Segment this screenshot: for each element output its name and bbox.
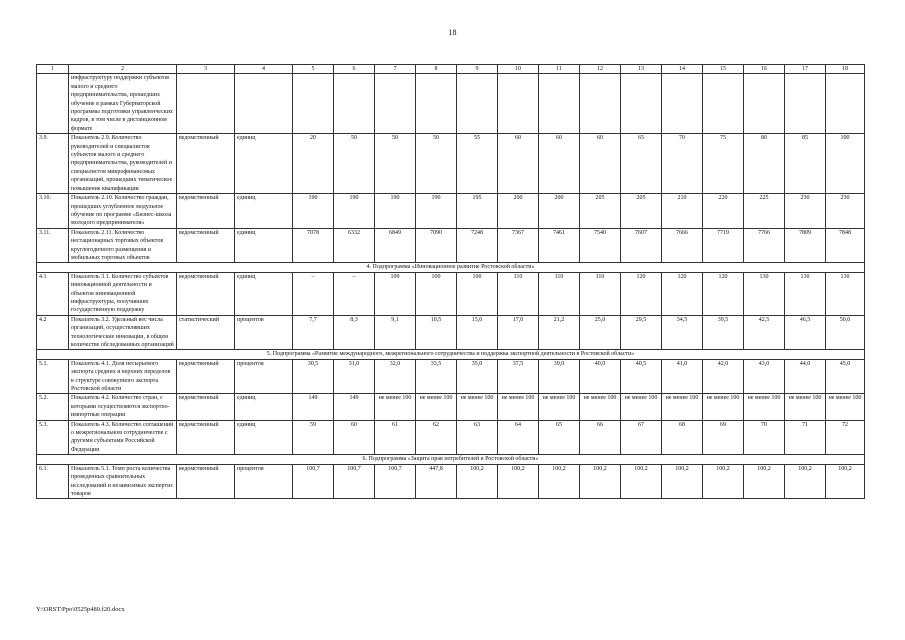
table-cell: 190 [375, 194, 416, 229]
table-cell: ведомственный [177, 272, 235, 315]
table-cell: 30,5 [293, 359, 334, 394]
table-cell: 109 [375, 272, 416, 315]
table-cell: 15,0 [457, 315, 498, 350]
table-cell: 110 [580, 272, 621, 315]
table-cell: 7607 [621, 228, 662, 263]
table-cell: процентов [235, 359, 293, 394]
column-number-cell: 14 [662, 65, 703, 74]
column-number-cell: 11 [539, 65, 580, 74]
table-cell: 130 [785, 272, 826, 315]
table-cell: 66 [580, 420, 621, 455]
table-cell: 100,2 [498, 464, 539, 499]
table-cell: 447,8 [416, 464, 457, 499]
indicator-name-cell: Показатель 3.2. Удельный вес числа организаций, осуществлявших технологические инновации, в общем количестве обследованных организаций [69, 315, 177, 350]
row-number-cell [37, 74, 69, 134]
table-cell: статистический [177, 315, 235, 350]
table-cell: 41,0 [662, 359, 703, 394]
table-cell: 60 [334, 420, 375, 455]
table-cell: ведомственный [177, 420, 235, 455]
table-cell: 25,0 [580, 315, 621, 350]
column-number-row [37, 65, 865, 74]
table-cell: не менее 100 [703, 394, 744, 420]
table-cell: 69 [703, 420, 744, 455]
table-cell: 33,5 [416, 359, 457, 394]
table-cell: 75 [703, 134, 744, 194]
indicator-name-cell: инфраструктуру поддержки субъектов малого и среднего предпринимательства, прошедших обучение в рамках Губернаторской программы подготовки управленческих кадров, в том числе в дистанционном формате [69, 74, 177, 134]
column-number-cell: 7 [375, 65, 416, 74]
column-number-cell: 16 [744, 65, 785, 74]
table-row [37, 228, 865, 263]
table-cell: 100,2 [621, 464, 662, 499]
indicator-name-cell: Показатель 4.2. Количество стран, с которыми осуществляются экспортно-импортные операции [69, 394, 177, 420]
table-cell: 100,2 [539, 464, 580, 499]
table-cell: 100,2 [826, 464, 865, 499]
table-cell: 190 [293, 194, 334, 229]
table-cell: 65 [539, 420, 580, 455]
column-number-cell: 8 [416, 65, 457, 74]
table-cell: 7367 [498, 228, 539, 263]
table-cell: 100,2 [744, 464, 785, 499]
table-cell: 42,0 [703, 359, 744, 394]
page-number: 18 [448, 28, 457, 37]
row-number-cell: 3.10. [37, 194, 69, 229]
table-cell: 230 [826, 194, 865, 229]
table-cell: 65 [621, 134, 662, 194]
table-cell: не менее 100 [580, 394, 621, 420]
table-row [37, 74, 865, 134]
section-header-row [37, 350, 865, 359]
table-cell: 100,2 [580, 464, 621, 499]
table-cell: 29,5 [621, 315, 662, 350]
table-cell [703, 74, 744, 134]
row-number-cell: 3.9. [37, 134, 69, 194]
table-cell: 32,0 [375, 359, 416, 394]
table-row [37, 420, 865, 455]
table-cell: не менее 100 [375, 394, 416, 420]
table-row [37, 272, 865, 315]
table-cell: 17,0 [498, 315, 539, 350]
table-cell [293, 74, 334, 134]
section-title: 6. Подпрограмма «Защита прав потребителей в Ростовской области» [37, 455, 865, 464]
table-cell: 195 [457, 194, 498, 229]
table-cell: 39,5 [703, 315, 744, 350]
table-cell: не менее 100 [498, 394, 539, 420]
table-cell: не менее 100 [621, 394, 662, 420]
table-cell: не менее 100 [539, 394, 580, 420]
table-cell: 40,5 [621, 359, 662, 394]
indicator-name-cell: Показатель 5.1. Темп роста количества проведенных сравнительных исследований и независимых экспертиз товаров [69, 464, 177, 499]
table-cell: 70 [662, 134, 703, 194]
table-cell: 200 [498, 194, 539, 229]
table-cell: процентов [235, 464, 293, 499]
table-cell: 68 [662, 420, 703, 455]
table-cell: 7809 [785, 228, 826, 263]
table-cell: 7090 [416, 228, 457, 263]
table-cell: 100,7 [293, 464, 334, 499]
table-cell [580, 74, 621, 134]
table-cell [826, 74, 865, 134]
table-cell [744, 74, 785, 134]
table-cell: 59 [293, 420, 334, 455]
table-cell: 6849 [375, 228, 416, 263]
table-cell: единиц [235, 420, 293, 455]
table-cell: 37,5 [498, 359, 539, 394]
table-cell: 210 [662, 194, 703, 229]
table-cell: 7540 [580, 228, 621, 263]
column-number-cell: 3 [177, 65, 235, 74]
table-cell: 62 [416, 420, 457, 455]
table-cell: не менее 100 [826, 394, 865, 420]
table-cell: 7,7 [293, 315, 334, 350]
table-cell [498, 74, 539, 134]
table-row [37, 315, 865, 350]
table-cell: 40,0 [580, 359, 621, 394]
table-cell: 130 [826, 272, 865, 315]
table-cell: 110 [539, 272, 580, 315]
table-cell: 71 [785, 420, 826, 455]
row-number-cell: 5.2. [37, 394, 69, 420]
table-cell: 50,0 [826, 315, 865, 350]
table-cell: 230 [785, 194, 826, 229]
table-cell: ведомственный [177, 394, 235, 420]
column-number-cell: 1 [37, 65, 69, 74]
table-cell: 100 [826, 134, 865, 194]
table-cell: 44,0 [785, 359, 826, 394]
table-cell: единиц [235, 134, 293, 194]
row-number-cell: 4.2 [37, 315, 69, 350]
table-cell: – [293, 272, 334, 315]
table-cell: 43,0 [744, 359, 785, 394]
table-cell: – [334, 272, 375, 315]
table-cell [539, 74, 580, 134]
table-cell: ведомственный [177, 359, 235, 394]
table-cell: ведомственный [177, 464, 235, 499]
table-cell: 35,0 [457, 359, 498, 394]
table-cell: 72 [826, 420, 865, 455]
table-cell: 110 [498, 272, 539, 315]
section-title: 5. Подпрограмма «Развитие международного, межрегионального сотрудничества и поддержка экспортной деятельности в Ростовской области» [37, 350, 865, 359]
table-row [37, 359, 865, 394]
table-cell [177, 74, 235, 134]
column-number-cell: 15 [703, 65, 744, 74]
table-cell: 220 [703, 194, 744, 229]
table-cell: 205 [580, 194, 621, 229]
table-cell: 20 [293, 134, 334, 194]
table-cell: 100,2 [457, 464, 498, 499]
table-cell: не менее 100 [744, 394, 785, 420]
table-cell: 190 [334, 194, 375, 229]
table-cell: 120 [703, 272, 744, 315]
section-title: 4. Подпрограмма «Инновационное развитие Ростовской области» [37, 263, 865, 272]
table-cell: 149 [293, 394, 334, 420]
table-cell: 60 [580, 134, 621, 194]
table-cell: 190 [416, 194, 457, 229]
table-cell: 80 [744, 134, 785, 194]
table-cell: 10,5 [416, 315, 457, 350]
column-number-cell: 12 [580, 65, 621, 74]
table-cell: 34,5 [662, 315, 703, 350]
column-number-cell: 17 [785, 65, 826, 74]
table-cell: 120 [662, 272, 703, 315]
row-number-cell: 5.1. [37, 359, 69, 394]
table-cell: 205 [621, 194, 662, 229]
table-cell: 39,0 [539, 359, 580, 394]
row-number-cell: 3.11. [37, 228, 69, 263]
table-cell: не менее 100 [416, 394, 457, 420]
table-cell: 42,5 [744, 315, 785, 350]
file-path-footer: Y:\ORST\Ppo\0525p480.f20.docx [36, 606, 125, 613]
table-cell: 46,5 [785, 315, 826, 350]
table-cell: 100,7 [334, 464, 375, 499]
table-cell: 67 [621, 420, 662, 455]
column-number-cell: 5 [293, 65, 334, 74]
section-header-row [37, 263, 865, 272]
table-cell [457, 74, 498, 134]
table-cell: единиц [235, 272, 293, 315]
column-number-cell: 10 [498, 65, 539, 74]
table-cell: не менее 100 [662, 394, 703, 420]
table-cell: единиц [235, 394, 293, 420]
table-cell: 63 [457, 420, 498, 455]
table-cell: 9,1 [375, 315, 416, 350]
table-cell: не менее 100 [457, 394, 498, 420]
table-cell: 60 [498, 134, 539, 194]
indicator-name-cell: Показатель 4.3. Количество соглашений о межрегиональном сотрудничестве с другими субъектами Российской Федерации [69, 420, 177, 455]
table-cell: 225 [744, 194, 785, 229]
table-cell: 50 [375, 134, 416, 194]
table-cell: 7848 [826, 228, 865, 263]
table-cell: 100,2 [662, 464, 703, 499]
table-cell [235, 74, 293, 134]
table-cell: не менее 100 [785, 394, 826, 420]
table-cell: 61 [375, 420, 416, 455]
table-cell: 100 [416, 272, 457, 315]
table-cell [621, 74, 662, 134]
table-cell [375, 74, 416, 134]
row-number-cell: 5.3. [37, 420, 69, 455]
table-cell: 7078 [293, 228, 334, 263]
table-cell: единиц [235, 194, 293, 229]
column-number-cell: 6 [334, 65, 375, 74]
table-cell: ведомственный [177, 194, 235, 229]
column-number-cell: 2 [69, 65, 177, 74]
row-number-cell: 4.1 [37, 272, 69, 315]
table-cell: 21,2 [539, 315, 580, 350]
table-cell: 50 [334, 134, 375, 194]
table-cell: процентов [235, 315, 293, 350]
table-cell: 100,2 [785, 464, 826, 499]
table-cell [416, 74, 457, 134]
table-cell: 100 [457, 272, 498, 315]
table-cell: 6332 [334, 228, 375, 263]
indicator-name-cell: Показатель 4.1. Доля несырьевого экспорта средних и верхних переделов в структуре совокупного экспорта Ростовской области [69, 359, 177, 394]
indicator-name-cell: Показатель 2.9. Количество руководителей и специалистов субъектов малого и среднего предпринимательства, руководителей и специалистов микрофинансовых организаций, прошедших тематическое повышение квалификации [69, 134, 177, 194]
table-cell: 100,7 [375, 464, 416, 499]
table-cell: 7666 [662, 228, 703, 263]
table-cell: 120 [621, 272, 662, 315]
table-cell: 64 [498, 420, 539, 455]
table-cell [334, 74, 375, 134]
table-cell: 45,0 [826, 359, 865, 394]
table-row [37, 464, 865, 499]
column-number-cell: 13 [621, 65, 662, 74]
column-number-cell: 9 [457, 65, 498, 74]
table-cell: 200 [539, 194, 580, 229]
table-cell: 60 [539, 134, 580, 194]
indicator-name-cell: Показатель 2.10. Количество граждан, прошедших углубленное модульное обучение по программе «Бизнес-школа молодого предпринимателя» [69, 194, 177, 229]
table-cell: 100,2 [703, 464, 744, 499]
table-cell: 70 [744, 420, 785, 455]
section-header-row [37, 455, 865, 464]
table-row [37, 134, 865, 194]
table-cell: единиц [235, 228, 293, 263]
table-cell: 55 [457, 134, 498, 194]
indicator-name-cell: Показатель 2.11. Количество нестационарных торговых объектов круглогодичного размещения и мобильных торговых объектов [69, 228, 177, 263]
indicator-name-cell: Показатель 3.1. Количество субъектов инновационной деятельности и объектов инновационной инфраструктуры, получивших государственную поддержку [69, 272, 177, 315]
row-number-cell: 6.1. [37, 464, 69, 499]
table-cell: 130 [744, 272, 785, 315]
table-cell: ведомственный [177, 228, 235, 263]
table-cell: 149 [334, 394, 375, 420]
table-cell: 7766 [744, 228, 785, 263]
table-cell [785, 74, 826, 134]
column-number-cell: 18 [826, 65, 865, 74]
table-cell: 7719 [703, 228, 744, 263]
table-cell [662, 74, 703, 134]
table-cell: 8,3 [334, 315, 375, 350]
indicators-table [36, 64, 865, 499]
table-cell: 85 [785, 134, 826, 194]
table-cell: 50 [416, 134, 457, 194]
table-row [37, 394, 865, 420]
table-cell: ведомственный [177, 134, 235, 194]
table-cell: 7461 [539, 228, 580, 263]
column-number-cell: 4 [235, 65, 293, 74]
table-cell: 7248 [457, 228, 498, 263]
table-cell: 31,0 [334, 359, 375, 394]
table-row [37, 194, 865, 229]
